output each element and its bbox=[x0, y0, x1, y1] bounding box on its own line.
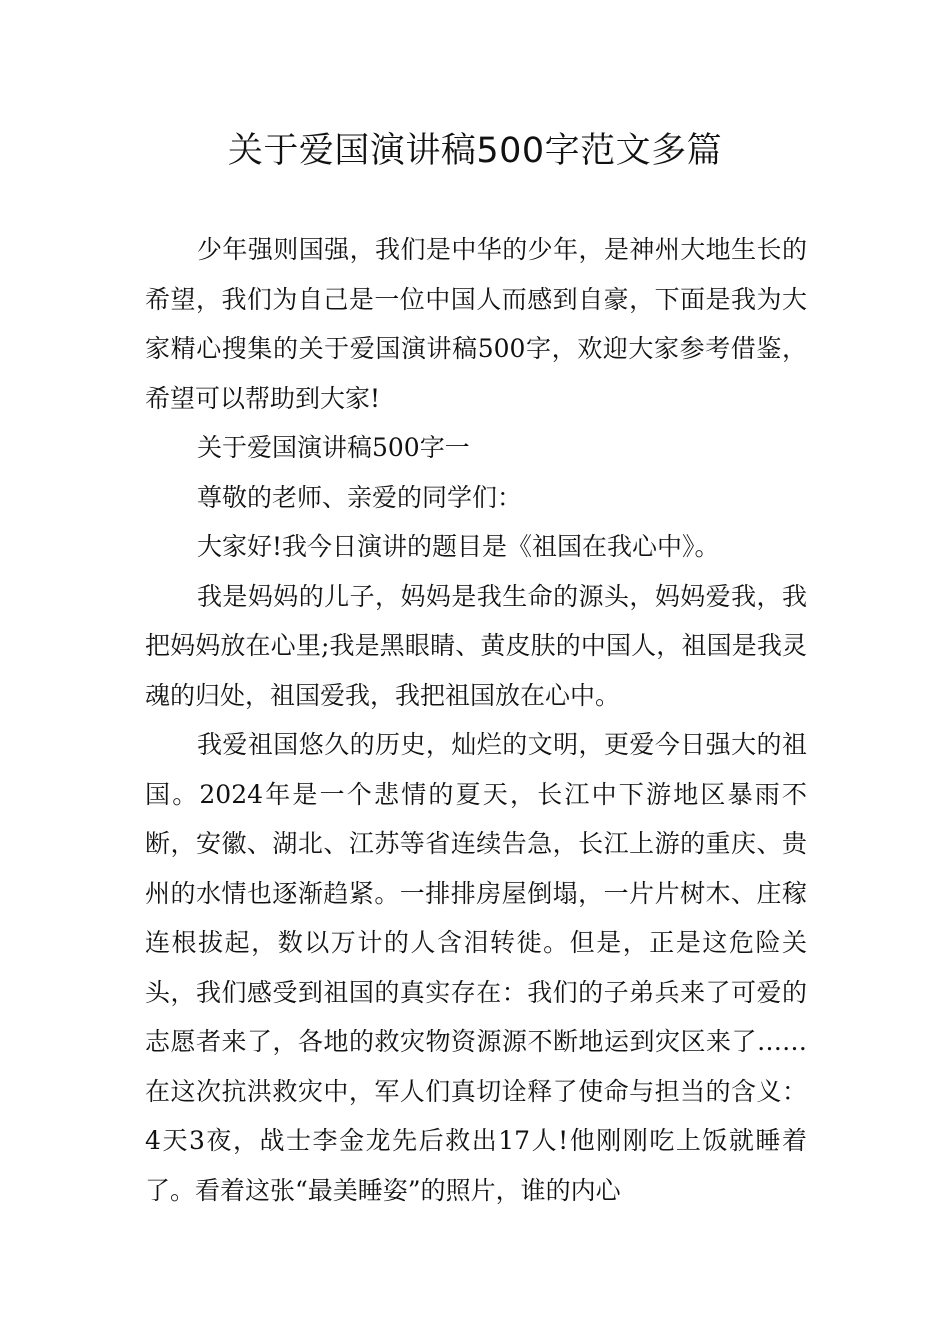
body-paragraph: 我爱祖国悠久的历史，灿烂的文明，更爱今日强大的祖国。2024年是一个悲情的夏天，长江中下游地区暴雨不断，安徽、湖北、江苏等省连续告急，长江上游的重庆、贵州的水情也逐渐趋紧。一排排房屋倒塌，一片片树木、庄稼连根拔起，数以万计的人含泪转徙。但是，正是这危险关头，我们感受到祖国的真实存在：我们的子弟兵来了可爱的志愿者来了，各地的救灾物资源源不断地运到灾区来了……在这次抗洪救灾中，军人们真切诠释了使命与担当的含义：4天3夜，战士李金龙先后救出17人!他刚刚吃上饭就睡着了。看着这张“最美睡姿”的照片，谁的内心 bbox=[145, 730, 807, 1205]
salutation-paragraph: 尊敬的老师、亲爱的同学们： bbox=[197, 482, 523, 512]
body-paragraph: 我是妈妈的儿子，妈妈是我生命的源头，妈妈爱我，我把妈妈放在心里;我是黑眼睛、黄皮肤的中国人，祖国是我灵魂的归处，祖国爱我，我把祖国放在心中。 bbox=[145, 581, 807, 710]
document-body bbox=[145, 225, 807, 1215]
greeting-paragraph: 大家好!我今日演讲的题目是《祖国在我心中》。 bbox=[197, 532, 720, 561]
document-title: 关于爱国演讲稿500字范文多篇 bbox=[227, 131, 723, 171]
intro-paragraph: 少年强则国强，我们是中华的少年，是神州大地生长的希望，我们为自己是一位中国人而感到自豪，下面是我为大家精心搜集的关于爱国演讲稿500字，欢迎大家参考借鉴，希望可以帮助到大家! bbox=[145, 235, 807, 413]
section-heading: 关于爱国演讲稿500字一 bbox=[197, 433, 470, 462]
